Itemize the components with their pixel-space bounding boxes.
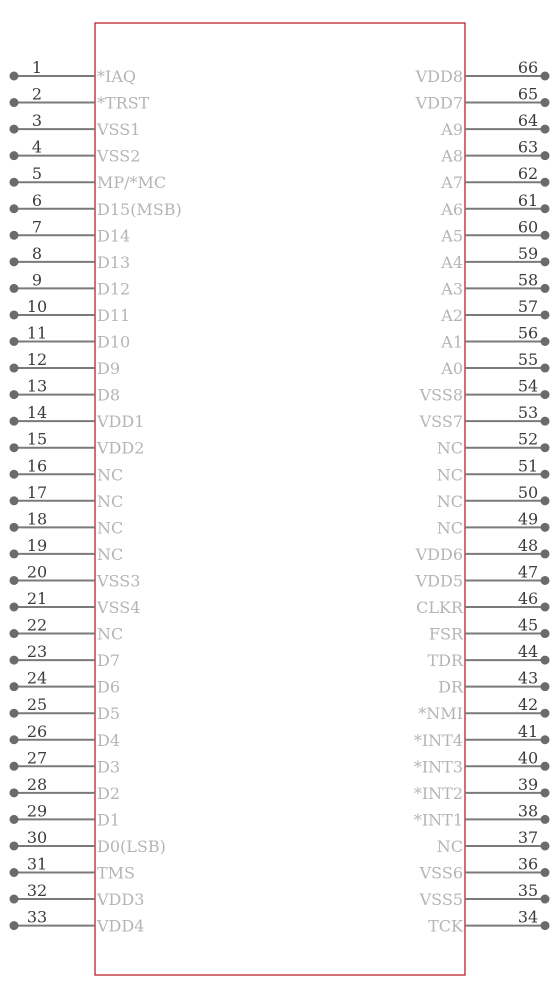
pin-number: 25 xyxy=(26,695,48,715)
pin-number: 42 xyxy=(517,695,539,715)
pin-number: 50 xyxy=(517,482,539,502)
pin-endpoint-dot xyxy=(541,72,550,81)
pin-label: D10 xyxy=(97,332,131,352)
pin-label: A5 xyxy=(441,226,463,246)
pin-endpoint-dot xyxy=(10,576,19,585)
pin-endpoint-dot xyxy=(541,709,550,718)
pin-number: 26 xyxy=(26,721,48,741)
pin-endpoint-dot xyxy=(10,656,19,665)
pin-label: TMS xyxy=(97,863,136,883)
pin-label: A4 xyxy=(441,252,463,272)
pin-endpoint-dot xyxy=(10,337,19,346)
pin-endpoint-dot xyxy=(541,762,550,771)
pin-endpoint-dot xyxy=(541,682,550,691)
pin-number: 56 xyxy=(517,323,539,343)
pin-endpoint-dot xyxy=(10,523,19,532)
pin-label: *IAQ xyxy=(97,67,136,86)
pin-number: 7 xyxy=(31,217,43,237)
pin-endpoint-dot xyxy=(541,868,550,877)
pin-number: 53 xyxy=(517,403,539,423)
pin-number: 33 xyxy=(26,907,48,927)
pin-label: *INT3 xyxy=(413,757,463,777)
pin-number: 55 xyxy=(517,350,539,370)
pin-number: 35 xyxy=(517,881,539,901)
pin-number: 22 xyxy=(26,615,48,635)
pin-label: NC xyxy=(97,491,124,511)
pin-endpoint-dot xyxy=(10,549,19,558)
pin-endpoint-dot xyxy=(541,257,550,266)
pin-label: VSS5 xyxy=(419,890,463,910)
pin-endpoint-dot xyxy=(10,98,19,107)
pin-number: 60 xyxy=(517,217,539,237)
pin-number: 13 xyxy=(26,376,48,396)
pin-number: 23 xyxy=(26,642,48,662)
pin-number: 64 xyxy=(517,111,539,131)
pin-label: VSS6 xyxy=(419,863,463,883)
pin-number: 61 xyxy=(517,190,539,210)
pin-endpoint-dot xyxy=(541,576,550,585)
pin-endpoint-dot xyxy=(541,841,550,850)
pin-label: NC xyxy=(97,544,124,564)
pin-label: A1 xyxy=(441,332,463,352)
pin-endpoint-dot xyxy=(541,656,550,665)
pin-label: TCK xyxy=(428,916,463,936)
pin-number: 18 xyxy=(26,509,48,529)
pin-label: NC xyxy=(436,518,463,538)
pin-label: A8 xyxy=(441,146,463,166)
pin-label: D2 xyxy=(97,783,121,803)
pin-number: 52 xyxy=(517,429,539,449)
pin-number: 46 xyxy=(517,589,539,608)
pin-number: 21 xyxy=(26,589,48,608)
pin-number: 49 xyxy=(517,509,539,529)
pin-endpoint-dot xyxy=(541,788,550,797)
pin-number: 28 xyxy=(26,774,48,794)
pin-endpoint-dot xyxy=(10,603,19,612)
pin-endpoint-dot xyxy=(10,231,19,240)
pin-endpoint-dot xyxy=(541,98,550,107)
pin-number: 2 xyxy=(31,84,43,104)
pin-label: CLKR xyxy=(416,598,463,617)
pin-endpoint-dot xyxy=(10,868,19,877)
pin-number: 9 xyxy=(31,270,43,290)
pin-endpoint-dot xyxy=(10,204,19,213)
pin-endpoint-dot xyxy=(541,496,550,505)
pin-label: D1 xyxy=(97,810,121,830)
pin-number: 58 xyxy=(517,270,539,290)
pin-label: VDD5 xyxy=(415,571,463,591)
pin-endpoint-dot xyxy=(541,364,550,373)
pin-label: A3 xyxy=(441,279,463,299)
pin-number: 12 xyxy=(26,350,48,370)
pin-number: 54 xyxy=(517,376,539,396)
pin-label: NC xyxy=(97,518,124,538)
pin-label: VDD2 xyxy=(97,438,145,458)
pin-label: D8 xyxy=(97,385,121,405)
pin-endpoint-dot xyxy=(10,762,19,771)
pin-label: *INT2 xyxy=(413,783,463,803)
pin-endpoint-dot xyxy=(10,709,19,718)
pin-number: 65 xyxy=(517,84,539,104)
pin-label: VDD4 xyxy=(97,916,145,936)
pin-label: D0(LSB) xyxy=(97,836,166,856)
pin-number: 51 xyxy=(517,456,539,476)
ic-body-outline xyxy=(95,23,465,975)
pin-label: NC xyxy=(97,465,124,485)
pin-endpoint-dot xyxy=(10,815,19,824)
pin-endpoint-dot xyxy=(541,310,550,319)
pin-label: *TRST xyxy=(97,93,150,113)
pin-number: 47 xyxy=(517,562,539,582)
pin-endpoint-dot xyxy=(541,417,550,426)
pin-label: VSS8 xyxy=(419,385,463,405)
pin-number: 39 xyxy=(517,774,539,794)
pin-endpoint-dot xyxy=(541,178,550,187)
pin-number: 4 xyxy=(31,137,43,157)
pin-number: 14 xyxy=(26,403,48,423)
pin-label: *NMI xyxy=(418,704,463,724)
pin-label: VSS1 xyxy=(97,120,141,140)
pin-number: 66 xyxy=(517,58,539,77)
pin-number: 37 xyxy=(517,827,539,847)
pin-endpoint-dot xyxy=(10,151,19,160)
pin-label: D6 xyxy=(97,677,121,697)
pin-number: 34 xyxy=(517,907,539,927)
pin-number: 36 xyxy=(517,854,539,874)
pin-endpoint-dot xyxy=(10,443,19,452)
pin-endpoint-dot xyxy=(10,125,19,134)
pin-label: D4 xyxy=(97,730,121,750)
pin-endpoint-dot xyxy=(10,390,19,399)
pin-label: *INT4 xyxy=(413,730,463,750)
pin-endpoint-dot xyxy=(541,284,550,293)
pin-label: D3 xyxy=(97,757,121,777)
pin-number: 24 xyxy=(26,668,48,688)
pin-endpoint-dot xyxy=(541,523,550,532)
pin-endpoint-dot xyxy=(10,284,19,293)
pin-label: D9 xyxy=(97,359,121,379)
pin-number: 32 xyxy=(26,881,48,901)
pin-endpoint-dot xyxy=(10,364,19,373)
pin-number: 6 xyxy=(31,190,43,210)
pin-label: NC xyxy=(436,438,463,458)
pin-label: VSS2 xyxy=(97,146,141,166)
pin-label: VDD8 xyxy=(415,67,463,86)
pin-label: D15(MSB) xyxy=(97,199,182,219)
pin-endpoint-dot xyxy=(541,549,550,558)
pin-label: A9 xyxy=(441,120,463,140)
pin-label: A2 xyxy=(441,305,463,325)
pin-endpoint-dot xyxy=(541,470,550,479)
pin-number: 63 xyxy=(517,137,539,157)
pin-endpoint-dot xyxy=(10,682,19,691)
pin-endpoint-dot xyxy=(10,841,19,850)
pin-number: 3 xyxy=(31,111,43,131)
pin-endpoint-dot xyxy=(541,603,550,612)
pin-endpoint-dot xyxy=(541,390,550,399)
pin-number: 17 xyxy=(26,482,48,502)
pin-number: 29 xyxy=(26,801,48,821)
pin-number: 59 xyxy=(517,243,539,263)
pin-number: 10 xyxy=(26,296,48,316)
pin-label: A7 xyxy=(441,173,463,193)
pin-label: VDD3 xyxy=(97,890,145,910)
pin-number: 31 xyxy=(26,854,48,874)
pin-label: D13 xyxy=(97,252,131,272)
pin-number: 1 xyxy=(31,58,43,77)
pin-number: 8 xyxy=(31,243,43,263)
pin-number: 19 xyxy=(26,535,48,555)
pin-endpoint-dot xyxy=(10,470,19,479)
pin-label: VSS3 xyxy=(97,571,141,591)
pin-endpoint-dot xyxy=(10,735,19,744)
pin-label: A6 xyxy=(441,199,463,219)
pin-number: 57 xyxy=(517,296,539,316)
pin-endpoint-dot xyxy=(541,735,550,744)
pin-label: MP/*MC xyxy=(97,173,167,193)
pin-endpoint-dot xyxy=(541,629,550,638)
pin-label: NC xyxy=(97,624,124,644)
pin-number: 27 xyxy=(26,748,48,768)
pin-endpoint-dot xyxy=(10,178,19,187)
pin-label: D5 xyxy=(97,704,121,724)
pin-label: DR xyxy=(438,677,463,697)
pin-number: 45 xyxy=(517,615,539,635)
pin-endpoint-dot xyxy=(541,204,550,213)
pin-number: 40 xyxy=(517,748,539,768)
pin-number: 44 xyxy=(517,642,539,662)
pin-endpoint-dot xyxy=(541,443,550,452)
pin-endpoint-dot xyxy=(10,788,19,797)
pin-label: NC xyxy=(436,836,463,856)
pin-endpoint-dot xyxy=(541,125,550,134)
pin-label: D12 xyxy=(97,279,131,299)
pin-label: A0 xyxy=(441,359,463,379)
pin-label: D14 xyxy=(97,226,131,246)
pin-label: VSS7 xyxy=(419,412,463,432)
pin-endpoint-dot xyxy=(10,72,19,81)
pin-endpoint-dot xyxy=(541,921,550,930)
pin-number: 20 xyxy=(26,562,48,582)
pin-label: *INT1 xyxy=(413,810,463,830)
pin-number: 38 xyxy=(517,801,539,821)
pin-number: 43 xyxy=(517,668,539,688)
pin-endpoint-dot xyxy=(10,257,19,266)
pin-label: NC xyxy=(436,465,463,485)
pin-label: D11 xyxy=(97,305,131,325)
pin-endpoint-dot xyxy=(10,895,19,904)
pin-label: TDR xyxy=(427,651,463,671)
pin-endpoint-dot xyxy=(541,895,550,904)
pin-label: VSS4 xyxy=(97,598,141,617)
pin-number: 62 xyxy=(517,164,539,184)
pin-endpoint-dot xyxy=(541,231,550,240)
pin-endpoint-dot xyxy=(541,151,550,160)
pin-label: VDD1 xyxy=(97,412,145,432)
pin-endpoint-dot xyxy=(541,337,550,346)
pin-number: 11 xyxy=(26,323,48,343)
pin-number: 48 xyxy=(517,535,539,555)
pin-endpoint-dot xyxy=(10,921,19,930)
pin-number: 41 xyxy=(517,721,539,741)
pin-label: FSR xyxy=(428,624,463,644)
pin-endpoint-dot xyxy=(10,496,19,505)
pin-endpoint-dot xyxy=(10,629,19,638)
pin-endpoint-dot xyxy=(541,815,550,824)
pin-number: 16 xyxy=(26,456,48,476)
pin-label: VDD7 xyxy=(415,93,463,113)
pin-number: 15 xyxy=(26,429,48,449)
pin-label: D7 xyxy=(97,651,121,671)
pin-label: VDD6 xyxy=(415,544,463,564)
pin-number: 5 xyxy=(31,164,43,184)
pin-label: NC xyxy=(436,491,463,511)
pin-endpoint-dot xyxy=(10,417,19,426)
pin-number: 30 xyxy=(26,827,48,847)
pin-endpoint-dot xyxy=(10,310,19,319)
